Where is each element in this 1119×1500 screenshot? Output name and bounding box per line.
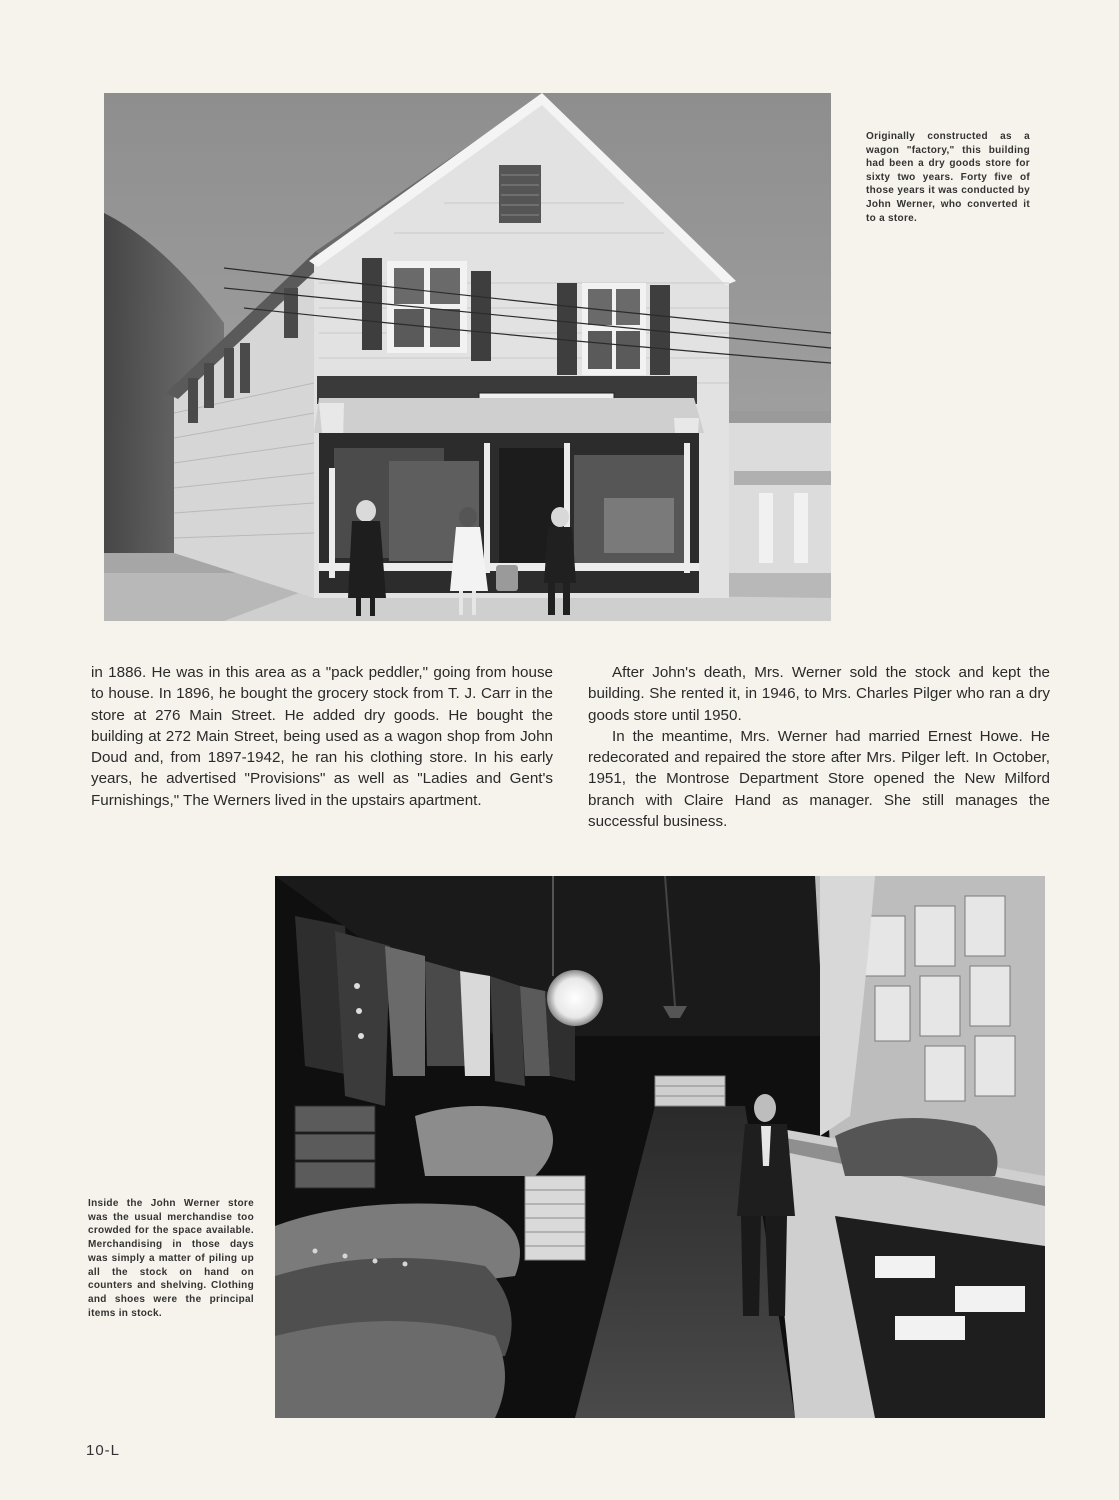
page-number: 10-L bbox=[86, 1442, 121, 1459]
article-paragraph: After John's death, Mrs. Werner sold the stock and kept the building. She rented it, in 1946, to Mrs. Charles Pilger who ran a dry goods store until 1950. bbox=[588, 664, 1050, 724]
exterior-photo-caption: Originally constructed as a wagon "factory," this building had been a dry goods store for sixty two years. Forty five of those years it was conducted by John Werner, who converted it to a store. bbox=[866, 131, 1030, 224]
article-paragraph: In the meantime, Mrs. Werner had married Ernest Howe. He redecorated and repaired the store after Mrs. Pilger left. In October, 1951, the Montrose Department Store opened the New Milford branch with Claire Hand as manager. She still manages the successful business. bbox=[588, 727, 1050, 831]
article-right-column bbox=[588, 662, 1050, 832]
store-interior-illustration bbox=[275, 876, 1045, 1418]
store-interior-photo bbox=[275, 876, 1045, 1418]
store-exterior-illustration bbox=[104, 93, 831, 621]
store-exterior-photo bbox=[104, 93, 831, 621]
article-paragraph: in 1886. He was in this area as a "pack peddler," going from house to house. In 1896, he bought the grocery stock from T. J. Carr in the store at 276 Main Street. He added dry goods. He bought the building at 272 Main Street, being used as a wagon shop from John Doud and, from 1897-1942, he ran his clothing store. In his early years, he advertised "Provisions" as well as "Ladies and Gent's Furnishings," The Werners lived in the upstairs apartment. bbox=[91, 664, 553, 809]
interior-photo-caption: Inside the John Werner store was the usual merchandise too crowded for the space available. Merchandising in those days was simply a matter of piling up all the stock on hand on counters and shelving. Clothing and shoes were the principal items in stock. bbox=[88, 1198, 254, 1319]
article-left-column bbox=[91, 662, 553, 811]
